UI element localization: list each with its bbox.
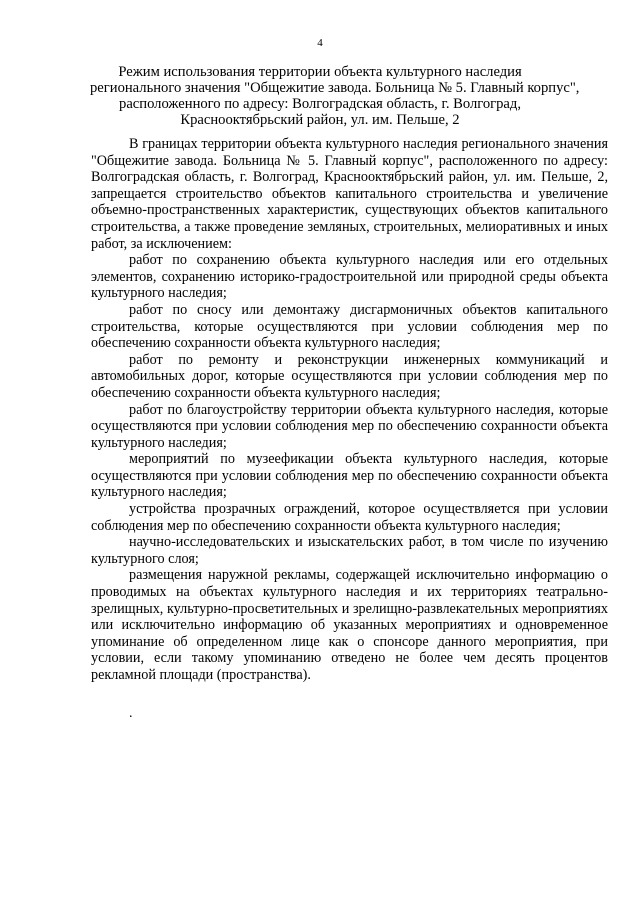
title-line: Краснооктябрьский район, ул. им. Пельше, 2 <box>180 112 460 128</box>
exception-item: научно-исследовательских и изыскательских работ, в том числе по изучению культурного слоя; <box>91 534 608 567</box>
intro-paragraph: В границах территории объекта культурного наследия регионального значения "Общежитие завода. Больница № 5. Главный корпус", расположенного по адресу: Волгоградская область, г. Волгоград, Краснооктябрьский район, ул. им. Пельше, 2, запрещается строительство объектов капитального строительства и увеличение объемно-пространственных характеристик, существующих объектов капитального строительства, а также проведение земляных, строительных, мелиоративных и иных работ, за исключением: <box>91 136 608 252</box>
exception-item: размещения наружной рекламы, содержащей исключительно информацию о проводимых на объектах культурного наследия и их территориях театрально-зрелищных, культурно-просветительных и зрелищно-развлекательных мероприятиях или исключительно информацию об указанных мероприятиях и одновременное упоминание об определенном лице как о спонсоре данного мероприятия, при условии, если такому упоминанию отведено не более чем десять процентов рекламной площади (пространства). <box>91 567 608 683</box>
exception-item: работ по ремонту и реконструкции инженерных коммуникаций и автомобильных дорог, которые осуществляются при условии соблюдения мер по обеспечению сохранности объекта культурного наследия; <box>91 351 608 401</box>
title-line: Режим использования территории объекта культурного наследия <box>118 64 522 80</box>
trailing-mark: . <box>129 706 133 721</box>
title-line: регионального значения "Общежитие завода. Больница № 5. Главный корпус", <box>90 80 580 96</box>
title-line: расположенного по адресу: Волгоградская область, г. Волгоград, <box>119 96 521 112</box>
exception-item: мероприятий по музеефикации объекта культурного наследия, которые осуществляются при условии соблюдения мер по обеспечению сохранности объекта культурного наследия; <box>91 451 608 501</box>
document-body <box>91 136 608 684</box>
exception-item: работ по благоустройству территории объекта культурного наследия, которые осуществляются при условии соблюдения мер по обеспечению сохранности объекта культурного наследия; <box>91 401 608 451</box>
document-title <box>90 64 580 128</box>
exception-item: работ по сохранению объекта культурного наследия или его отдельных элементов, сохранению историко-градостроительной или природной среды объекта культурного наследия; <box>91 252 608 302</box>
page-number: 4 <box>317 37 323 49</box>
exception-item: работ по сносу или демонтажу дисгармоничных объектов капитального строительства, которые осуществляются при условии соблюдения мер по обеспечению сохранности объекта культурного наследия; <box>91 301 608 352</box>
exception-item: устройства прозрачных ограждений, которое осуществляется при условии соблюдения мер по обеспечению сохранности объекта культурного наследия; <box>91 501 608 534</box>
